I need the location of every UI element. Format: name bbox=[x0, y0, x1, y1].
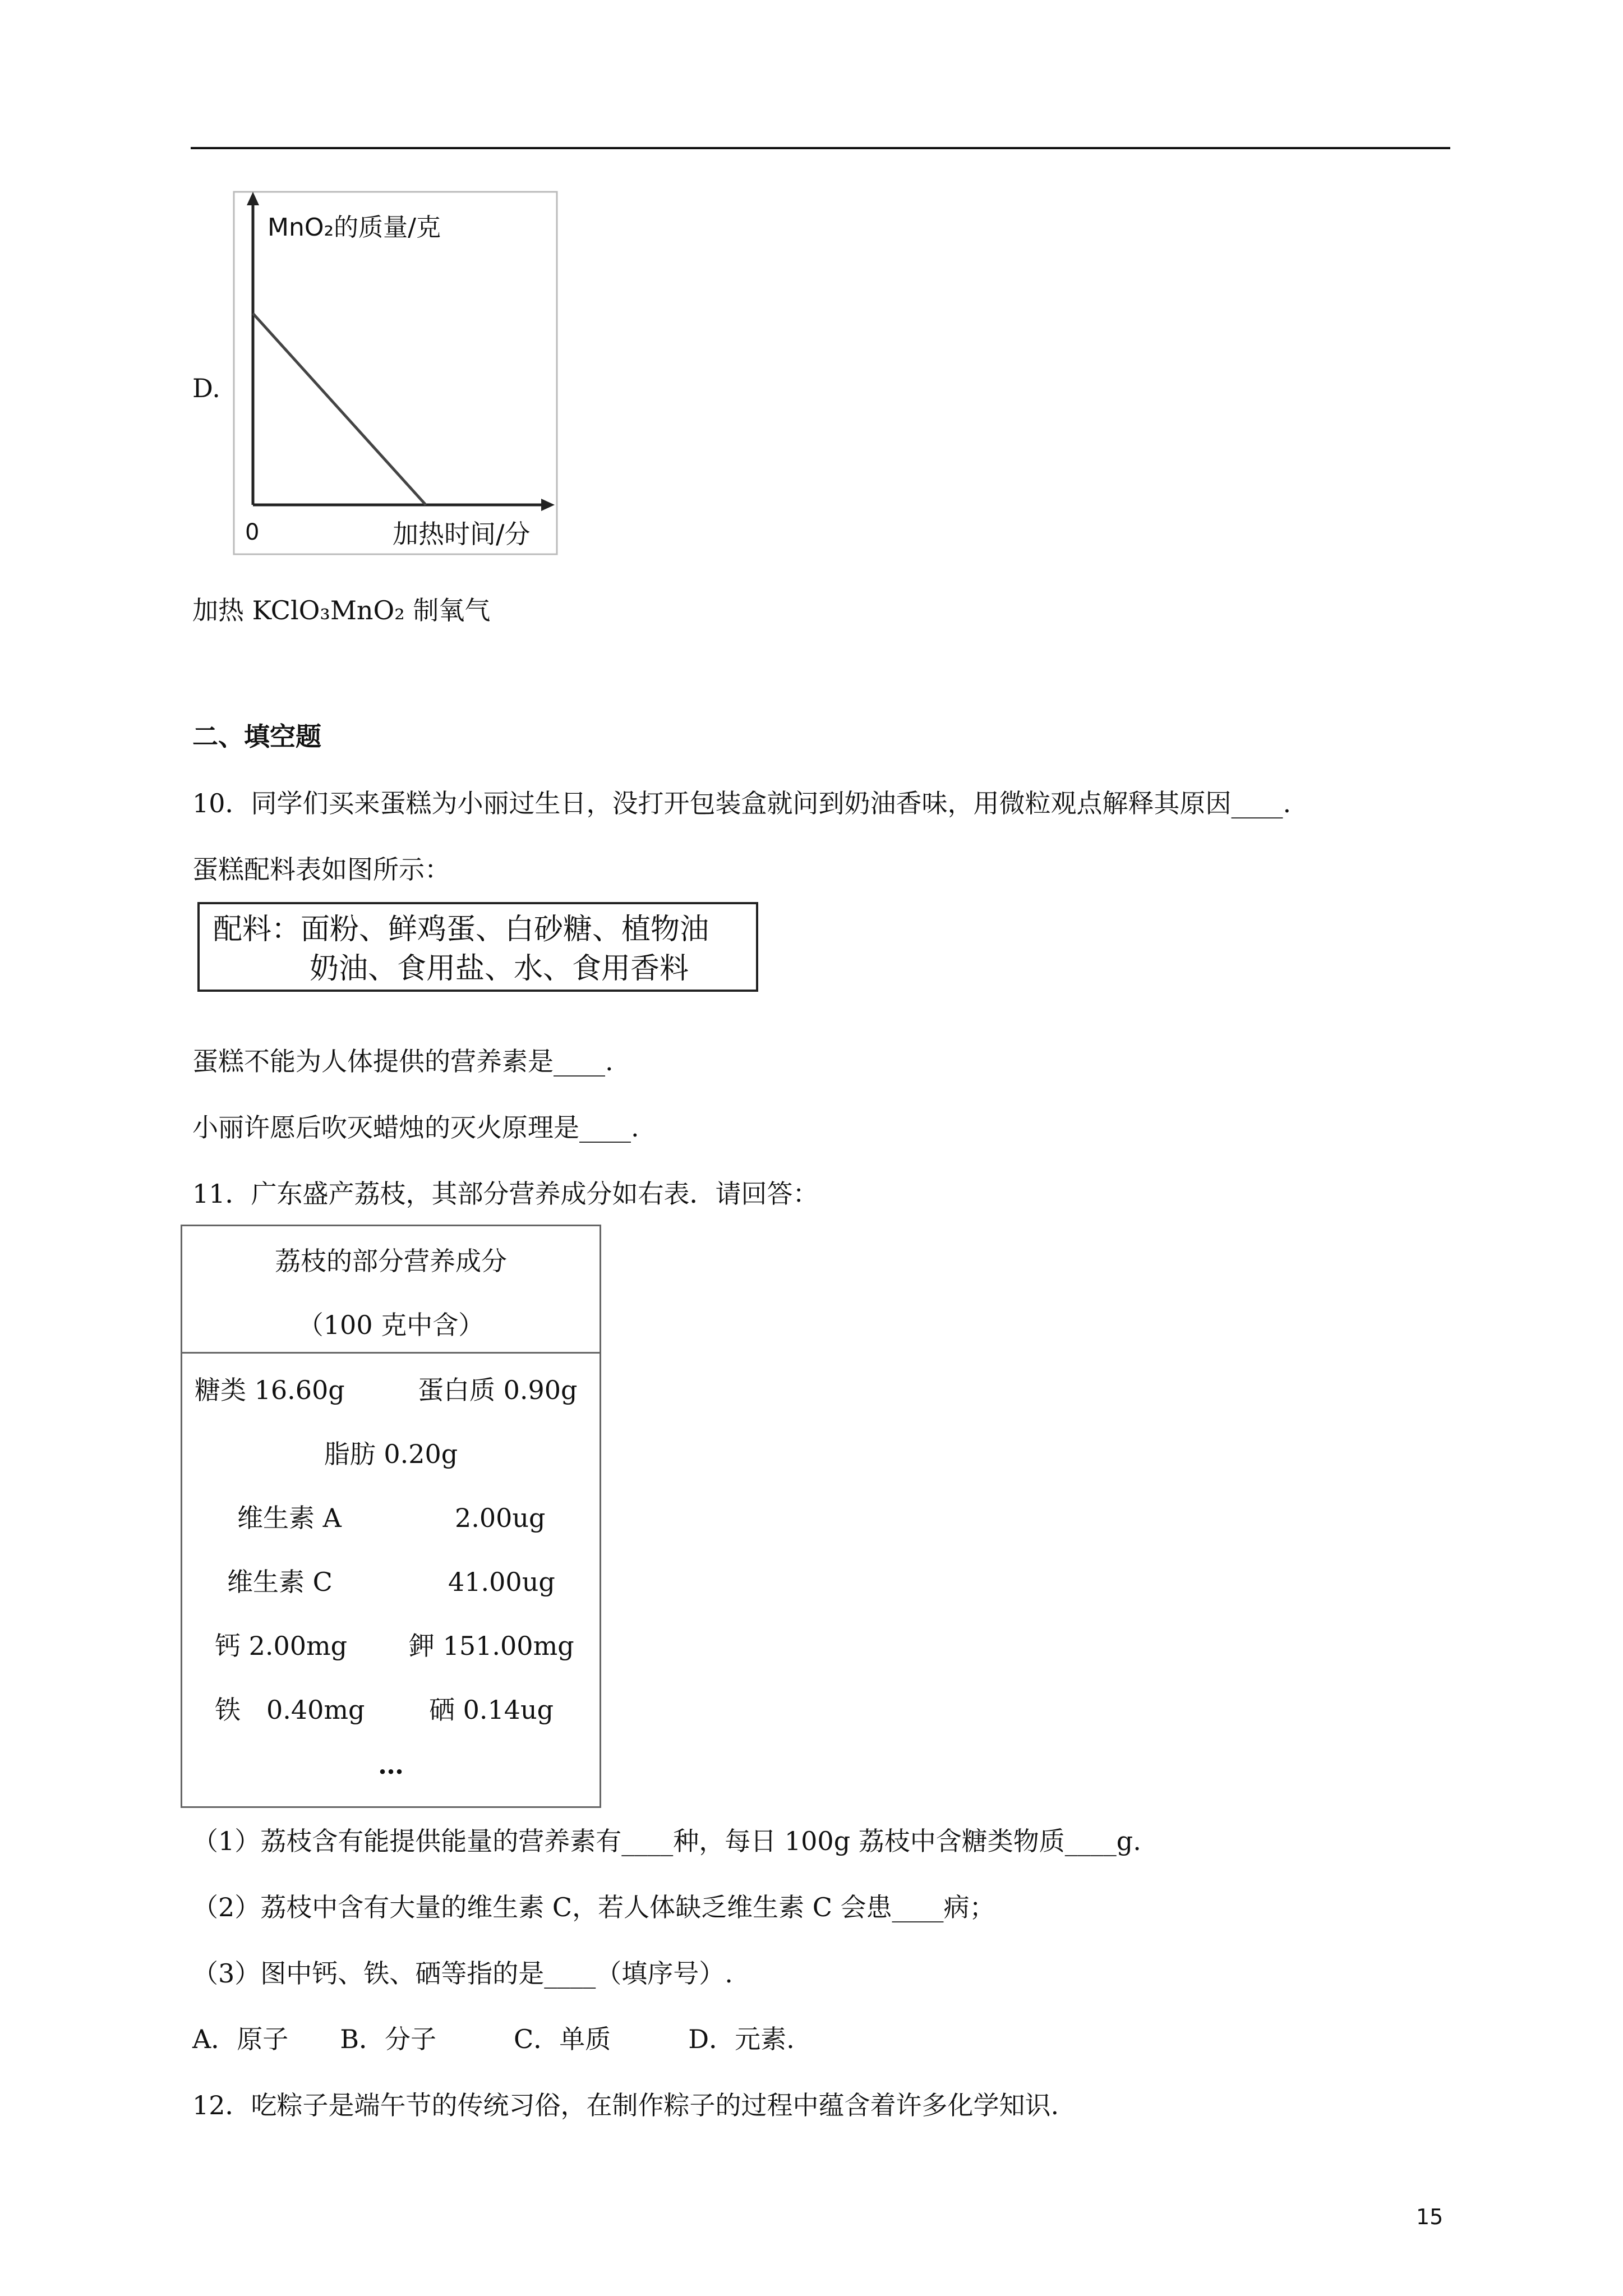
q10-recipe-intro: 蛋糕配料表如图所示： bbox=[192, 854, 450, 885]
series-line-0 bbox=[253, 314, 426, 505]
chart-origin-label: 0 bbox=[245, 519, 260, 545]
table-cell-iron: 铁 0.40mg bbox=[215, 1695, 365, 1725]
x-axis-label: 加热时间/分 bbox=[393, 519, 531, 549]
option-d-label: D. bbox=[192, 373, 220, 403]
table-cell-calcium: 钙 2.00mg bbox=[215, 1631, 348, 1661]
table-cell-protein: 蛋白质 0.90g bbox=[418, 1375, 578, 1405]
chart-svg bbox=[233, 191, 558, 555]
table-cell-sugar: 糖类 16.60g bbox=[195, 1375, 345, 1405]
table-cell-fat: 脂肪 0.20g bbox=[324, 1439, 458, 1469]
nutrition-table bbox=[181, 1225, 601, 1808]
recipe-box bbox=[197, 902, 758, 992]
q12-text: 12．吃粽子是端午节的传统习俗，在制作粽子的过程中蕴含着许多化学知识. bbox=[192, 2090, 1059, 2120]
y-axis-label: MnO₂的质量/克 bbox=[268, 213, 441, 242]
table-cell-selenium: 硒 0.14ug bbox=[429, 1695, 554, 1725]
table-cell-vita-value: 2.00ug bbox=[455, 1503, 546, 1533]
option-d-chart bbox=[233, 191, 558, 555]
q11-text: 11．广东盛产荔枝，其部分营养成分如右表．请回答： bbox=[192, 1179, 819, 1209]
table-cell-vitc-label: 维生素 C bbox=[227, 1567, 333, 1597]
q10-sub2: 小丽许愿后吹灭蜡烛的灭火原理是____. bbox=[192, 1112, 639, 1143]
q11-sub2: （2）荔枝中含有大量的维生素 C，若人体缺乏维生素 C 会患____病； bbox=[192, 1892, 995, 1922]
section-title: 二、填空题 bbox=[192, 721, 321, 752]
y-axis-arrow bbox=[247, 192, 259, 205]
table-title: 荔枝的部分营养成分 bbox=[275, 1246, 507, 1276]
table-subtitle: （100 克中含） bbox=[297, 1310, 485, 1340]
table-header-separator bbox=[181, 1352, 601, 1354]
x-axis-arrow bbox=[541, 499, 555, 511]
option-d-caption: 加热 KClO₃MnO₂ 制氧气 bbox=[192, 595, 491, 625]
q10-sub1: 蛋糕不能为人体提供的营养素是____. bbox=[192, 1046, 614, 1076]
table-ellipsis: … bbox=[378, 1750, 404, 1780]
q11-sub1: （1）荔枝含有能提供能量的营养素有____种，每日 100g 荔枝中含糖类物质____g. bbox=[192, 1826, 1141, 1856]
q11-sub3: （3）图中钙、铁、硒等指的是____（填序号）. bbox=[192, 1958, 733, 1989]
header-rule bbox=[191, 147, 1450, 149]
q11-options: A．原子 B．分子 C．单质 D．元素. bbox=[192, 2024, 795, 2054]
table-cell-potassium: 鉀 151.00mg bbox=[409, 1631, 574, 1661]
series-layer bbox=[253, 314, 426, 505]
chart-frame bbox=[234, 192, 557, 554]
table-cell-vita-label: 维生素 A bbox=[237, 1503, 342, 1533]
recipe-line-1: 配料：面粉、鲜鸡蛋、白砂糖、植物油 bbox=[213, 913, 709, 946]
recipe-line-2: 奶油、食用盐、水、食用香料 bbox=[310, 952, 689, 986]
q10-text: 10．同学们买来蛋糕为小丽过生日，没打开包装盒就问到奶油香味，用微粒观点解释其原因____. bbox=[192, 788, 1292, 818]
page-number: 15 bbox=[1416, 2205, 1444, 2229]
table-cell-vitc-value: 41.00ug bbox=[448, 1567, 555, 1597]
